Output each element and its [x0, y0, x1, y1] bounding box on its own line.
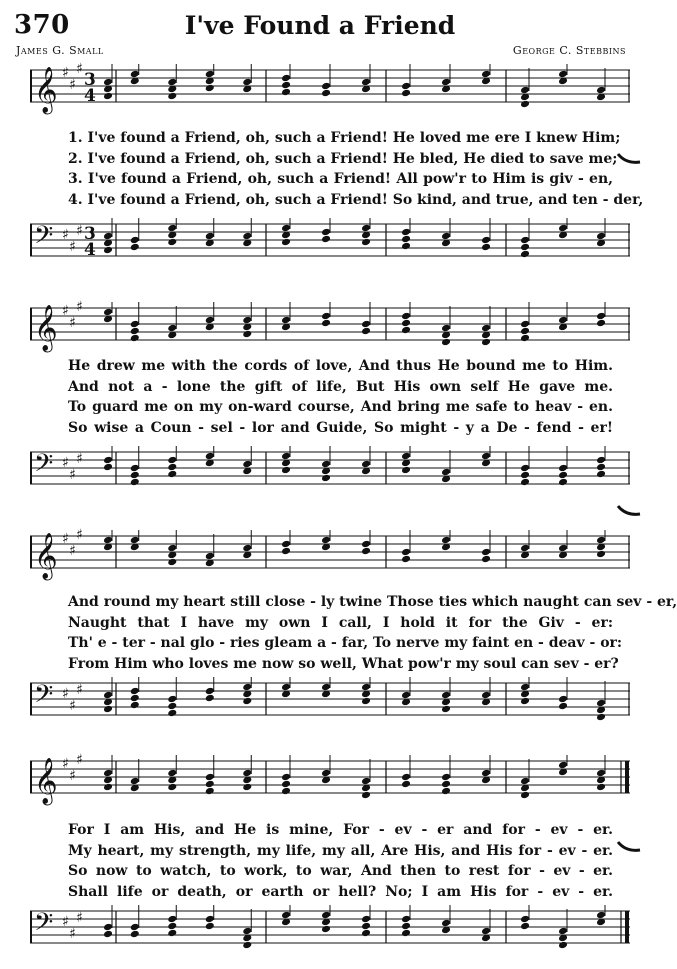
notehead	[361, 929, 371, 938]
notehead	[242, 927, 252, 936]
notehead	[167, 702, 177, 711]
notehead	[558, 927, 568, 936]
treble-clef-icon: 𝄞	[34, 533, 58, 579]
final-barline	[625, 911, 629, 943]
bass-staff-2	[30, 446, 630, 490]
notehead	[205, 915, 215, 924]
notehead	[321, 474, 331, 483]
notehead	[321, 319, 331, 328]
sharp-icon: ♯	[76, 223, 83, 239]
notehead	[361, 320, 371, 329]
bass-staff-3	[30, 677, 630, 721]
notehead	[558, 70, 568, 79]
notehead	[167, 78, 177, 87]
notehead	[167, 324, 177, 333]
sharp-icon: ♯	[62, 455, 69, 471]
page-edge-mark	[616, 150, 640, 170]
notehead	[242, 78, 252, 87]
notehead	[103, 456, 113, 465]
notehead	[205, 232, 215, 241]
hymn-title: I've Found a Friend	[184, 11, 456, 40]
notehead	[441, 691, 451, 700]
notehead	[596, 713, 606, 722]
lyric-line: 1. I've found a Friend, oh, such a Friend! He loved me ere I knew Him;	[68, 130, 621, 146]
notehead	[242, 460, 252, 469]
bass-staff-graphic	[30, 446, 630, 490]
notehead	[401, 319, 411, 328]
notehead	[520, 922, 530, 931]
notehead	[167, 238, 177, 247]
notehead	[520, 915, 530, 924]
page-edge-mark	[616, 502, 640, 522]
notehead	[321, 911, 331, 920]
notehead	[401, 548, 411, 557]
notehead	[103, 463, 113, 472]
notehead	[130, 236, 140, 245]
lyric-line: 3. I've found a Friend, oh, such a Friend! All pow'r to Him is giv - en,	[68, 171, 613, 187]
notehead	[596, 319, 606, 328]
notehead	[361, 78, 371, 87]
sharp-icon: ♯	[62, 65, 69, 81]
notehead	[130, 478, 140, 487]
notehead	[167, 558, 177, 567]
notehead	[321, 460, 331, 469]
notehead	[242, 697, 252, 706]
notehead	[281, 452, 291, 461]
lyric-line: 4. I've found a Friend, oh, such a Friend! So kind, and true, and ten - der,	[68, 191, 644, 208]
notehead	[361, 683, 371, 692]
notehead	[130, 694, 140, 703]
notehead	[205, 316, 215, 325]
notehead	[130, 471, 140, 480]
bass-staff-4	[30, 905, 630, 949]
notehead	[520, 86, 530, 95]
notehead	[401, 235, 411, 244]
notehead	[205, 552, 215, 561]
notehead	[281, 773, 291, 782]
notehead	[558, 761, 568, 770]
notehead	[242, 544, 252, 553]
notehead	[321, 925, 331, 934]
notehead	[167, 456, 177, 465]
notehead	[281, 238, 291, 247]
notehead	[596, 536, 606, 545]
notehead	[321, 769, 331, 778]
lyric-line: And round my heart still close - ly twine Those ties which naught can sev - er,	[68, 594, 677, 610]
sharp-icon: ♯	[69, 315, 76, 331]
lyric-line: So wise a Coun - sel - lor and Guide, So might - y a De - fend - er!	[68, 419, 613, 436]
lyric-line: To guard me on my on-ward course, And bring me safe to heav - en.	[68, 399, 613, 415]
notehead	[130, 930, 140, 939]
notehead	[361, 791, 371, 800]
notehead	[103, 246, 113, 255]
notehead	[441, 338, 451, 347]
bass-staff-graphic	[30, 218, 630, 262]
notehead	[103, 691, 113, 700]
treble-clef-icon: 𝄞	[34, 305, 58, 351]
notehead	[205, 70, 215, 79]
sharp-icon: ♯	[62, 303, 69, 319]
treble-clef-icon: 𝄞	[34, 67, 58, 113]
notehead	[558, 224, 568, 233]
notehead	[321, 235, 331, 244]
lyric-line: He drew me with the cords of love, And thus He bound me to Him.	[68, 358, 613, 374]
notehead	[205, 84, 215, 93]
lyrics-block-1	[68, 128, 644, 210]
notehead	[281, 787, 291, 796]
notehead	[361, 460, 371, 469]
bass-clef-icon: 𝄢	[34, 680, 54, 715]
sharp-icon: ♯	[69, 926, 76, 942]
notehead	[321, 683, 331, 692]
notehead	[558, 464, 568, 473]
notehead	[130, 334, 140, 343]
lyric-line: Th' e - ter - nal glo - ries gleam a - far, To nerve my faint en - deav - or:	[68, 635, 623, 651]
notehead	[130, 923, 140, 932]
time-signature-top: 3	[84, 70, 96, 90]
lyrics-block-3	[68, 592, 677, 674]
notehead	[596, 232, 606, 241]
notehead	[130, 320, 140, 329]
notehead	[281, 547, 291, 556]
notehead	[401, 452, 411, 461]
time-signature-bottom: 4	[84, 86, 96, 106]
notehead	[401, 922, 411, 931]
notehead	[205, 922, 215, 931]
notehead	[481, 769, 491, 778]
notehead	[401, 929, 411, 938]
notehead	[520, 683, 530, 692]
notehead	[167, 695, 177, 704]
notehead	[242, 783, 252, 792]
notehead	[167, 783, 177, 792]
notehead	[401, 89, 411, 98]
notehead	[558, 544, 568, 553]
notehead	[520, 791, 530, 800]
notehead	[103, 923, 113, 932]
notehead	[401, 242, 411, 251]
notehead	[281, 780, 291, 789]
notehead	[205, 694, 215, 703]
notehead	[205, 773, 215, 782]
sharp-icon: ♯	[69, 768, 76, 784]
notehead	[441, 78, 451, 87]
hymn-header	[0, 0, 640, 60]
lyric-line: And not a - lone the gift of life, But His own self He gave me.	[68, 378, 613, 395]
notehead	[281, 74, 291, 83]
sharp-icon: ♯	[69, 467, 76, 483]
notehead	[321, 89, 331, 98]
lyrics-block-2	[68, 356, 613, 438]
sharp-icon: ♯	[76, 527, 83, 543]
notehead	[242, 232, 252, 241]
notehead	[361, 540, 371, 549]
notehead	[558, 316, 568, 325]
lyrics-block-4	[68, 820, 613, 902]
bass-staff-graphic	[30, 677, 630, 721]
notehead	[520, 243, 530, 252]
notehead	[167, 929, 177, 938]
notehead	[103, 78, 113, 87]
notehead	[401, 228, 411, 237]
notehead	[167, 769, 177, 778]
sharp-icon: ♯	[76, 682, 83, 698]
notehead	[130, 464, 140, 473]
notehead	[361, 238, 371, 247]
notehead	[281, 88, 291, 97]
notehead	[361, 915, 371, 924]
notehead	[401, 312, 411, 321]
sharp-icon: ♯	[76, 299, 83, 315]
notehead	[130, 70, 140, 79]
notehead	[441, 773, 451, 782]
notehead	[205, 687, 215, 696]
notehead	[167, 544, 177, 553]
notehead	[361, 777, 371, 786]
notehead	[281, 316, 291, 325]
notehead	[242, 769, 252, 778]
notehead	[401, 82, 411, 91]
sharp-icon: ♯	[62, 531, 69, 547]
notehead	[242, 330, 252, 339]
notehead	[596, 463, 606, 472]
notehead	[130, 327, 140, 336]
notehead	[281, 224, 291, 233]
notehead	[520, 464, 530, 473]
notehead	[558, 695, 568, 704]
lyric-line: For I am His, and He is mine, For - ev - er and for - ev - er.	[68, 822, 613, 838]
treble-staff-4	[30, 752, 630, 804]
notehead	[596, 699, 606, 708]
sharp-icon: ♯	[76, 451, 83, 467]
lyric-line: 2. I've found a Friend, oh, such a Friend! He bled, He died to save me;	[68, 150, 618, 167]
treble-staff-graphic	[30, 527, 630, 579]
sharp-icon: ♯	[69, 239, 76, 255]
notehead	[596, 470, 606, 479]
notehead	[167, 470, 177, 479]
notehead	[481, 691, 491, 700]
author-credit: James G. Small	[16, 44, 104, 57]
notehead	[520, 478, 530, 487]
notehead	[596, 456, 606, 465]
notehead	[596, 911, 606, 920]
notehead	[321, 312, 331, 321]
notehead	[281, 911, 291, 920]
notehead	[441, 919, 451, 928]
notehead	[167, 709, 177, 718]
sharp-icon: ♯	[76, 61, 83, 77]
lyric-line: My heart, my strength, my life, my all, Are His, and His for - ev - er.	[68, 842, 613, 859]
notehead	[361, 697, 371, 706]
notehead	[481, 555, 491, 564]
sharp-icon: ♯	[62, 227, 69, 243]
notehead	[205, 787, 215, 796]
notehead	[596, 550, 606, 559]
notehead	[558, 702, 568, 711]
treble-staff-graphic	[30, 61, 630, 113]
notehead	[401, 773, 411, 782]
bass-clef-icon: 𝄢	[34, 908, 54, 943]
notehead	[401, 466, 411, 475]
lyric-line: Shall life or death, or earth or hell? No; I am His for - ev - er.	[68, 883, 613, 900]
notehead	[520, 320, 530, 329]
notehead	[558, 941, 568, 950]
page-edge-mark	[616, 838, 640, 858]
sharp-icon: ♯	[69, 543, 76, 559]
notehead	[361, 224, 371, 233]
page-edge-curve-icon	[616, 838, 640, 858]
page-edge-curve-icon	[616, 150, 640, 170]
notehead	[130, 536, 140, 545]
notehead	[103, 783, 113, 792]
notehead	[130, 687, 140, 696]
bass-staff-1	[30, 218, 630, 262]
notehead	[130, 777, 140, 786]
notehead	[520, 236, 530, 245]
notehead	[167, 224, 177, 233]
notehead	[130, 701, 140, 710]
notehead	[441, 324, 451, 333]
notehead	[281, 81, 291, 90]
composer-credit: George C. Stebbins	[512, 44, 626, 57]
sharp-icon: ♯	[76, 752, 83, 768]
final-barline	[625, 761, 629, 793]
notehead	[520, 100, 530, 109]
bass-clef-icon: 𝄢	[34, 221, 54, 256]
notehead	[103, 705, 113, 714]
notehead	[520, 777, 530, 786]
time-signature-top: 3	[84, 224, 96, 244]
notehead	[596, 769, 606, 778]
notehead	[481, 243, 491, 252]
notehead	[520, 544, 530, 553]
sharp-icon: ♯	[76, 910, 83, 926]
notehead	[361, 922, 371, 931]
notehead	[103, 92, 113, 101]
notehead	[520, 697, 530, 706]
notehead	[441, 468, 451, 477]
notehead	[596, 86, 606, 95]
notehead	[361, 547, 371, 556]
notehead	[103, 308, 113, 317]
notehead	[596, 783, 606, 792]
sharp-icon: ♯	[62, 914, 69, 930]
notehead	[401, 691, 411, 700]
lyric-line: From Him who loves me now so well, What pow'r my soul can sev - er?	[68, 655, 619, 672]
notehead	[441, 787, 451, 796]
notehead	[205, 780, 215, 789]
notehead	[481, 338, 491, 347]
sharp-icon: ♯	[69, 698, 76, 714]
sharp-icon: ♯	[62, 686, 69, 702]
treble-staff-graphic	[30, 299, 630, 351]
treble-staff-1	[30, 61, 630, 113]
notehead	[481, 927, 491, 936]
notehead	[441, 780, 451, 789]
notehead	[242, 683, 252, 692]
hymn-number: 370	[14, 10, 70, 40]
notehead	[167, 915, 177, 924]
notehead	[481, 236, 491, 245]
sharp-icon: ♯	[69, 77, 76, 93]
notehead	[321, 536, 331, 545]
notehead	[103, 930, 113, 939]
page-edge-curve-icon	[616, 502, 640, 522]
notehead	[481, 324, 491, 333]
notehead	[596, 312, 606, 321]
notehead	[103, 536, 113, 545]
notehead	[520, 334, 530, 343]
notehead	[520, 250, 530, 259]
notehead	[167, 922, 177, 931]
time-signature-bottom: 4	[84, 240, 96, 260]
notehead	[103, 769, 113, 778]
notehead	[520, 327, 530, 336]
notehead	[242, 316, 252, 325]
notehead	[401, 780, 411, 789]
notehead	[321, 228, 331, 237]
notehead	[441, 232, 451, 241]
treble-staff-2	[30, 299, 630, 351]
sharp-icon: ♯	[62, 756, 69, 772]
notehead	[401, 915, 411, 924]
notehead	[361, 327, 371, 336]
treble-clef-icon: 𝄞	[34, 758, 58, 804]
treble-staff-graphic	[30, 752, 630, 804]
bass-clef-icon: 𝄢	[34, 449, 54, 484]
lyric-line: Naught that I have my own I call, I hold it for the Giv - er:	[68, 614, 613, 631]
treble-staff-3	[30, 527, 630, 579]
notehead	[130, 243, 140, 252]
notehead	[205, 452, 215, 461]
notehead	[558, 478, 568, 487]
notehead	[481, 452, 491, 461]
notehead	[281, 540, 291, 549]
notehead	[401, 555, 411, 564]
notehead	[481, 70, 491, 79]
notehead	[558, 471, 568, 480]
notehead	[441, 536, 451, 545]
notehead	[401, 326, 411, 335]
notehead	[441, 705, 451, 714]
notehead	[167, 92, 177, 101]
bass-staff-graphic	[30, 905, 630, 949]
notehead	[167, 463, 177, 472]
notehead	[481, 548, 491, 557]
notehead	[281, 466, 291, 475]
notehead	[103, 232, 113, 241]
lyric-line: So now to watch, to work, to war, And then to rest for - ev - er.	[68, 863, 613, 879]
notehead	[321, 82, 331, 91]
notehead	[281, 683, 291, 692]
notehead	[520, 471, 530, 480]
notehead	[242, 941, 252, 950]
